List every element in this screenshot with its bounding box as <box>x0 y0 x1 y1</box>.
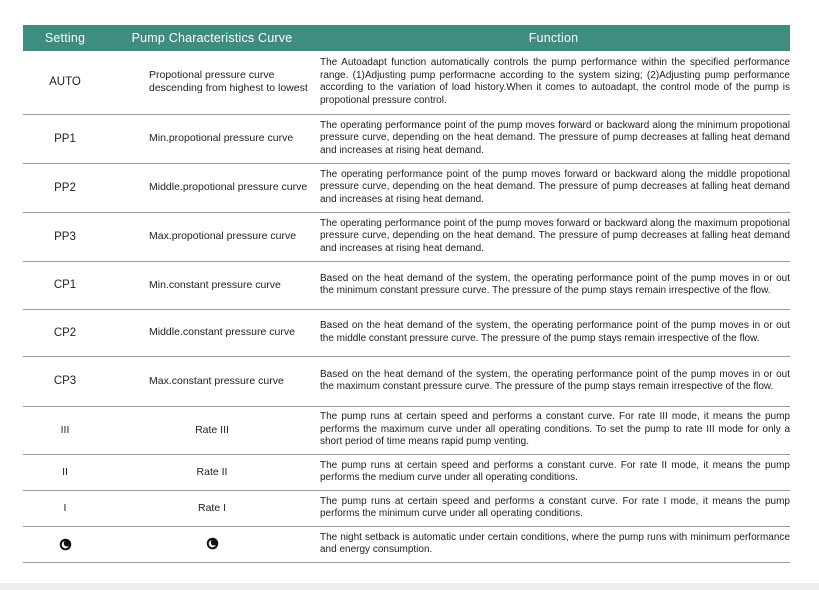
curve-cell: Middle.constant pressure curve <box>107 309 317 356</box>
curve-cell: Max.propotional pressure curve <box>107 212 317 261</box>
curve-cell: Max.constant pressure curve <box>107 356 317 406</box>
header-function: Function <box>317 25 790 51</box>
setting-cell: PP3 <box>23 212 107 261</box>
header-pump-curve: Pump Characteristics Curve <box>107 25 317 51</box>
table-row <box>23 356 790 406</box>
setting-cell: CP2 <box>23 309 107 356</box>
table-row <box>23 526 790 562</box>
curve-cell: Middle.propotional pressure curve <box>107 163 317 212</box>
curve-cell: Propotional pressure curve descending from highest to lowest <box>107 51 317 114</box>
pump-settings-table <box>23 25 790 563</box>
setting-cell: PP1 <box>23 114 107 163</box>
table-row <box>23 212 790 261</box>
curve-cell: Min.propotional pressure curve <box>107 114 317 163</box>
setting-cell: CP3 <box>23 356 107 406</box>
table-row <box>23 51 790 114</box>
table-row <box>23 406 790 454</box>
setting-cell: CP1 <box>23 261 107 309</box>
table-row <box>23 309 790 356</box>
function-cell: The pump runs at certain speed and performs a constant curve. For rate III mode, it means the pump performs the maximum curve under all operating conditions. To set the pump to rate III mode for only a short period of time means rapid pump venting. <box>317 406 790 454</box>
curve-cell: Rate I <box>107 490 317 526</box>
setting-cell: I <box>23 490 107 526</box>
curve-cell: Min.constant pressure curve <box>107 261 317 309</box>
function-cell: The operating performance point of the pump moves forward or backward along the minimum propotional pressure curve, depending on the heat demand. The pressure of pump decreases at falling heat demand and increases at rising heat demand. <box>317 114 790 163</box>
table-row <box>23 490 790 526</box>
night-setback-moon-icon <box>59 538 72 551</box>
table-row <box>23 261 790 309</box>
table-row <box>23 454 790 490</box>
setting-cell: III <box>23 406 107 454</box>
night-setback-moon-icon <box>206 537 219 550</box>
function-cell: Based on the heat demand of the system, the operating performance point of the pump moves in or out the middle constant pressure curve. The pressure of the pump stays remain irrespective of the flow. <box>317 309 790 356</box>
page-bottom-band <box>0 583 819 590</box>
function-cell: Based on the heat demand of the system, the operating performance point of the pump moves in or out the maximum constant pressure curve. The pressure of the pump stays remain irrespective of the flow. <box>317 356 790 406</box>
function-cell: The operating performance point of the pump moves forward or backward along the middle propotional pressure curve, depending on the heat demand. The pressure of pump decreases at falling heat demand and increases at rising heat demand. <box>317 163 790 212</box>
table-header-row <box>23 25 790 51</box>
setting-cell <box>23 526 107 562</box>
function-cell: The night setback is automatic under certain conditions, where the pump runs with minimum performance and energy consumption. <box>317 526 790 562</box>
setting-cell: AUTO <box>23 51 107 114</box>
header-setting: Setting <box>23 25 107 51</box>
curve-cell <box>107 526 317 562</box>
function-cell: Based on the heat demand of the system, the operating performance point of the pump moves in or out the minimum constant pressure curve. The pressure of the pump stays remain irrespective of the flow. <box>317 261 790 309</box>
setting-cell: PP2 <box>23 163 107 212</box>
function-cell: The operating performance point of the pump moves forward or backward along the maximum propotional pressure curve, depending on the heat demand. The pressure of pump decreases at falling heat demand and increases at rising heat demand. <box>317 212 790 261</box>
curve-cell: Rate III <box>107 406 317 454</box>
setting-cell: II <box>23 454 107 490</box>
function-cell: The pump runs at certain speed and performs a constant curve. For rate II mode, it means the pump performs the medium curve under all operating conditions. <box>317 454 790 490</box>
function-cell: The Autoadapt function automatically controls the pump performance within the specified performance range. (1)Adjusting pump performacne according to the system sizing; (2)Adjusting pump performance according to the variation of load history.When it comes to autoadapt, the control mode of the pump is propotional pressure control. <box>317 51 790 114</box>
function-cell: The pump runs at certain speed and performs a constant curve. For rate I mode, it means the pump performs the minimum curve under all operating conditions. <box>317 490 790 526</box>
table-row <box>23 114 790 163</box>
table-row <box>23 163 790 212</box>
curve-cell: Rate II <box>107 454 317 490</box>
